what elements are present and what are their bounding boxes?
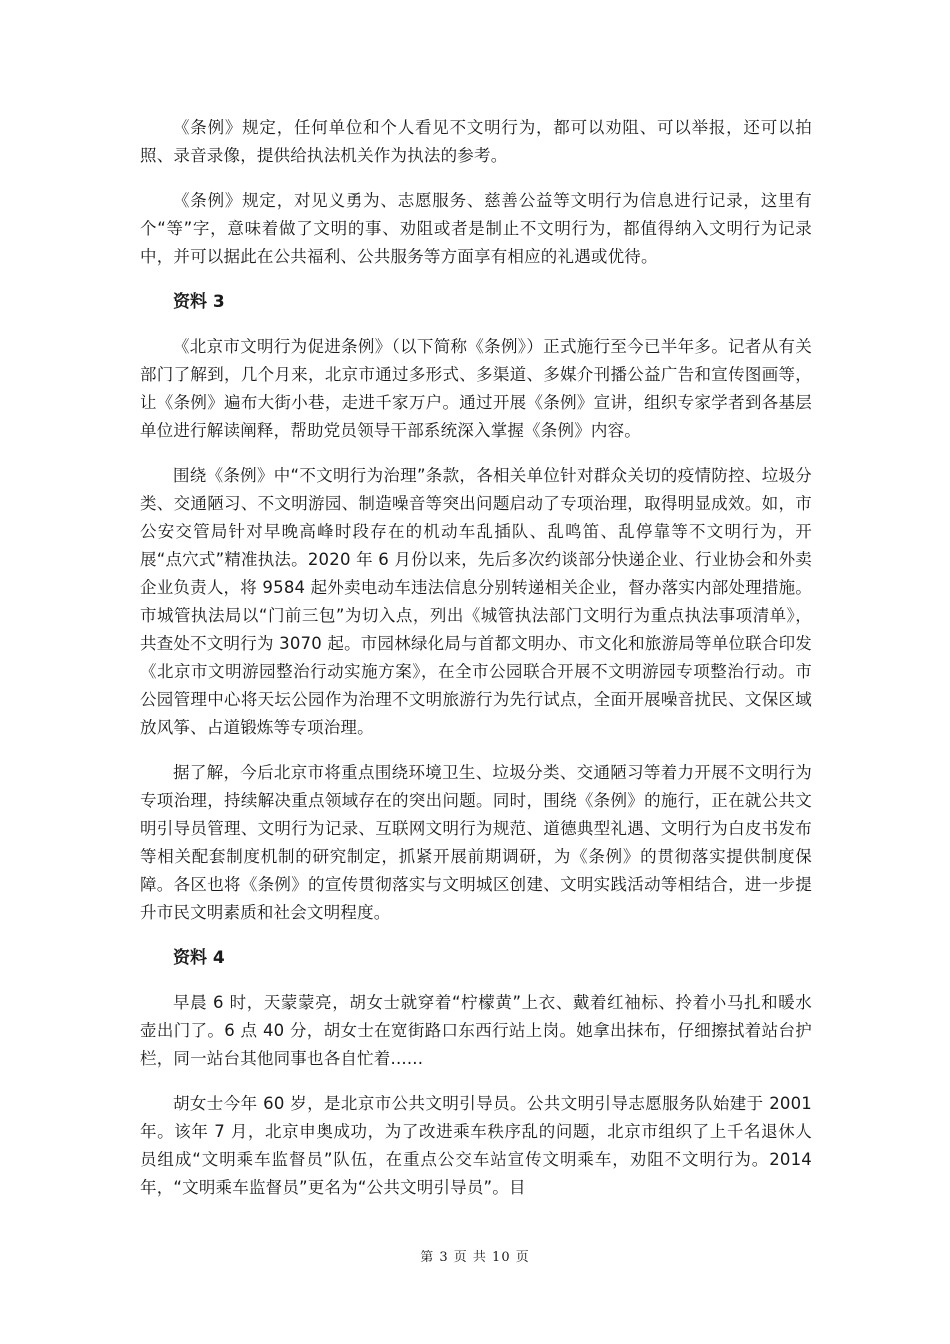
paragraph: 早晨 6 时，天蒙蒙亮，胡女士就穿着“柠檬黄”上衣、戴着红袖标、拎着小马扎和暖水壶出门了。6 点 40 分，胡女士在宽街路口东西行站上岗。她拿出抹布，仔细擦拭着站台护栏，同一站台其他同事也各自忙着...... [140,993,812,1068]
section-heading: 资料 3 [173,292,225,312]
paragraph: 《条例》规定，任何单位和个人看见不文明行为，都可以劝阻、可以举报，还可以拍照、录音录像，提供给执法机关作为执法的参考。 [140,118,812,165]
page-footer: 第 3 页 共 10 页 [420,1250,530,1265]
paragraph: 《条例》规定，对见义勇为、志愿服务、慈善公益等文明行为信息进行记录，这里有个“等”字，意味着做了文明的事、劝阻或者是制止不文明行为，都值得纳入文明行为记录中，并可以据此在公共福利、公共服务等方面享有相应的礼遇或优待。 [140,191,812,266]
paragraph: 胡女士今年 60 岁，是北京市公共文明引导员。公共文明引导志愿服务队始建于 2001 年。该年 7 月，北京申奥成功，为了改进乘车秩序乱的问题，北京市组织了上千名退休人员组成“文明乘车监督员”队伍，在重点公交车站宣传文明乘车，劝阻不文明行为。2014 年，“文明乘车监督员”更名为“公共文明引导员”。目 [140,1094,812,1197]
paragraph: 围绕《条例》中“不文明行为治理”条款，各相关单位针对群众关切的疫情防控、垃圾分类、交通陋习、不文明游园、制造噪音等突出问题启动了专项治理，取得明显成效。如，市公安交管局针对早晚高峰时段存在的机动车乱插队、乱鸣笛、乱停靠等不文明行为，开展“点穴式”精准执法。2020 年 6 月份以来，先后多次约谈部分快递企业、行业协会和外卖企业负责人，将 9584 起外卖电动车违法信息分别转递相关企业，督办落实内部处理措施。市城管执法局以“门前三包”为切入点，列出《城管执法部门文明行为重点执法事项清单》，共查处不文明行为 3070 起。市园林绿化局与首都文明办、市文化和旅游局等单位联合印发《北京市文明游园整治行动实施方案》，在全市公园联合开展不文明游园专项整治行动。市公园管理中心将天坛公园作为治理不文明旅游行为先行试点，全面开展噪音扰民、文保区域放风筝、占道锻炼等专项治理。 [140,466,812,737]
document-body [140,114,812,1219]
paragraph: 据了解，今后北京市将重点围绕环境卫生、垃圾分类、交通陋习等着力开展不文明行为专项治理，持续解决重点领域存在的突出问题。同时，围绕《条例》的施行，正在就公共文明引导员管理、文明行为记录、互联网文明行为规范、道德典型礼遇、文明行为白皮书发布等相关配套制度机制的研究制定，抓紧开展前期调研，为《条例》的贯彻落实提供制度保障。各区也将《条例》的宣传贯彻落实与文明城区创建、文明实践活动等相结合，进一步提升市民文明素质和社会文明程度。 [140,763,812,922]
paragraph: 《北京市文明行为促进条例》（以下简称《条例》）正式施行至今已半年多。记者从有关部门了解到，几个月来，北京市通过多形式、多渠道、多媒介刊播公益广告和宣传图画等，让《条例》遍布大街小巷，走进千家万户。通过开展《条例》宣讲，组织专家学者到各基层单位进行解读阐释，帮助党员领导干部系统深入掌握《条例》内容。 [140,337,812,440]
section-heading: 资料 4 [173,948,225,968]
